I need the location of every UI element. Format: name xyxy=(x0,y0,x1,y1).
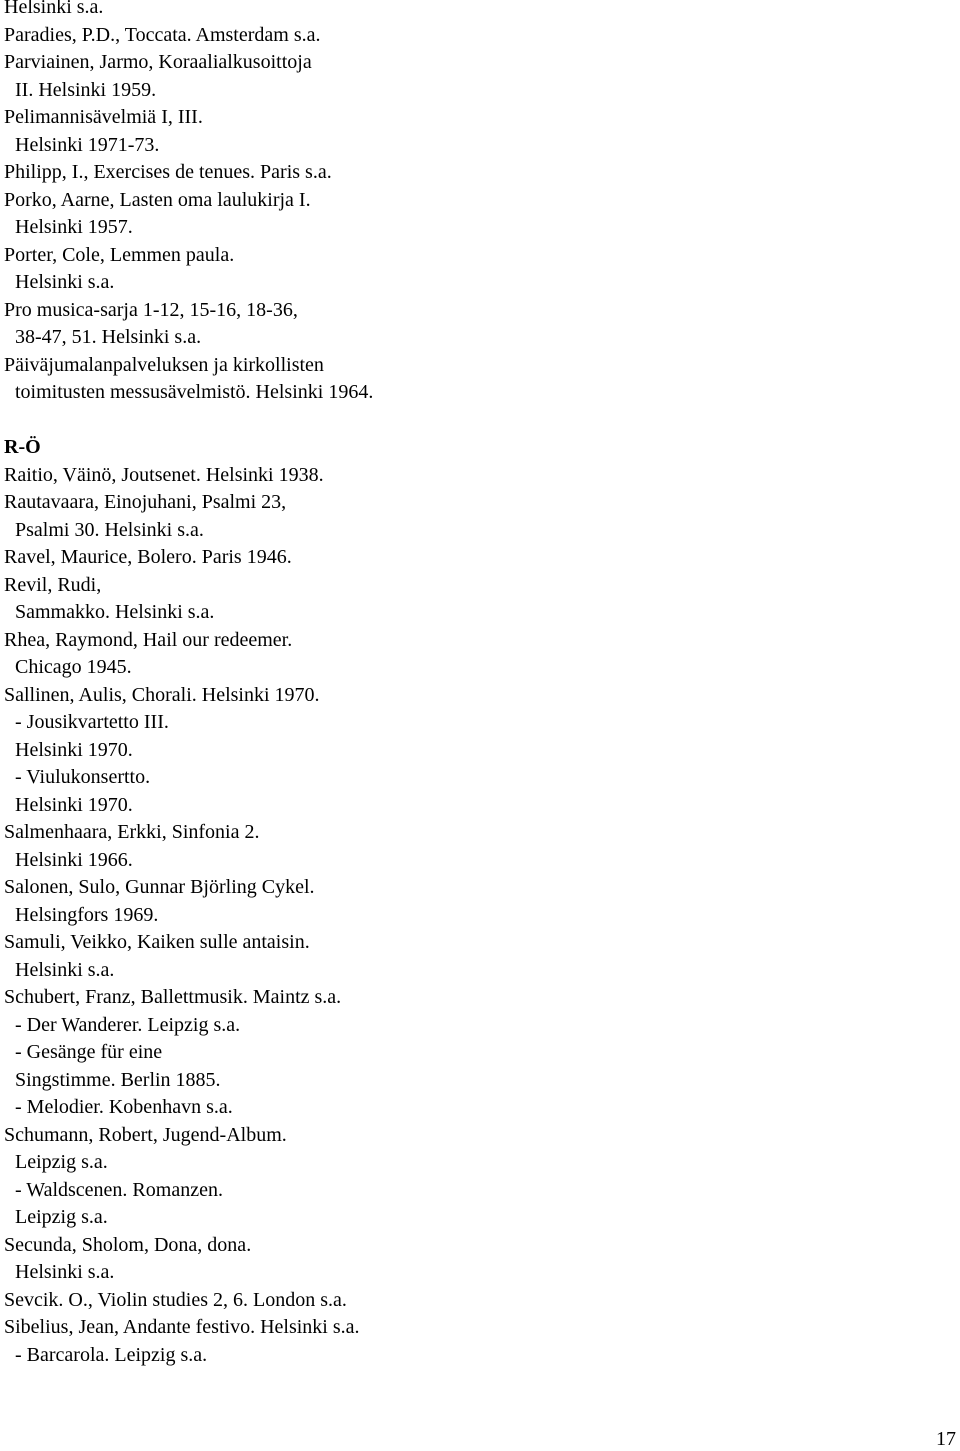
entry-line: Leipzig s.a. xyxy=(15,1151,108,1173)
bibliography-list xyxy=(4,0,904,1369)
entry-line: Secunda, Sholom, Dona, dona. xyxy=(4,1233,252,1256)
entry-line: Helsinki s.a. xyxy=(15,958,115,981)
entry-line: Helsinki s.a. xyxy=(15,271,115,293)
entry-line: Helsingfors 1969. xyxy=(15,903,159,926)
entry-line: Pelimannisävelmiä I, III. xyxy=(4,106,203,128)
page-number: 17 xyxy=(936,1428,956,1450)
entry-line: Sibelius, Jean, Andante festivo. Helsinki s.a. xyxy=(4,1316,360,1338)
entry-line: Paradies, P.D., Toccata. Amsterdam s.a. xyxy=(4,23,321,46)
entry-line: - Der Wanderer. Leipzig s.a. xyxy=(15,1013,241,1036)
entry-line: II. Helsinki 1959. xyxy=(15,78,157,101)
entry-line: Sevcik. O., Violin studies 2, 6. London s.a. xyxy=(4,1288,347,1311)
entry-line: Helsinki 1957. xyxy=(15,216,133,238)
entry-line: Porter, Cole, Lemmen paula. xyxy=(4,243,235,266)
entry-line: Samuli, Veikko, Kaiken sulle antaisin. xyxy=(4,931,310,953)
entry-line: Helsinki 1971-73. xyxy=(15,133,160,156)
entry-line: Salonen, Sulo, Gunnar Björling Cykel. xyxy=(4,876,315,898)
entry-line: Rhea, Raymond, Hail our redeemer. xyxy=(4,628,293,651)
section-heading: R-Ö xyxy=(4,436,41,458)
entry-line: Helsinki 1970. xyxy=(15,738,133,761)
entry-line: - Gesänge für eine xyxy=(15,1041,163,1063)
entry-line: - Jousikvartetto III. xyxy=(15,711,169,733)
entry-line: Pro musica-sarja 1-12, 15-16, 18-36, xyxy=(4,298,298,321)
entry-line: Helsinki s.a. xyxy=(15,1261,115,1283)
entry-line: toimitusten messusävelmistö. Helsinki 1964. xyxy=(15,381,374,403)
entry-line: Helsinki 1970. xyxy=(15,793,133,816)
blank-line xyxy=(4,407,904,435)
entry-line: - Waldscenen. Romanzen. xyxy=(15,1178,223,1201)
entry-line: Parviainen, Jarmo, Koraalialkusoittoja xyxy=(4,51,312,73)
entry-line: - Viulukonsertto. xyxy=(15,766,151,788)
entry-line: Rautavaara, Einojuhani, Psalmi 23, xyxy=(4,491,287,513)
entry-line: Porko, Aarne, Lasten oma laulukirja I. xyxy=(4,188,311,211)
entry-line: Singstimme. Berlin 1885. xyxy=(15,1068,221,1091)
entry-line: Salmenhaara, Erkki, Sinfonia 2. xyxy=(4,821,260,843)
entry-line: Helsinki s.a. xyxy=(4,0,104,18)
entry-line: Päiväjumalanpalveluksen ja kirkollisten xyxy=(4,353,324,376)
entry-line: Schumann, Robert, Jugend-Album. xyxy=(4,1123,287,1146)
entry-line: Revil, Rudi, xyxy=(4,573,102,596)
entry-line: Chicago 1945. xyxy=(15,656,132,678)
entry-line: - Melodier. Kobenhavn s.a. xyxy=(15,1096,233,1118)
entry-line: Philipp, I., Exercises de tenues. Paris s.a. xyxy=(4,161,332,183)
entry-line: Raitio, Väinö, Joutsenet. Helsinki 1938. xyxy=(4,463,324,486)
entry-line: Helsinki 1966. xyxy=(15,848,133,871)
entry-line: Ravel, Maurice, Bolero. Paris 1946. xyxy=(4,546,292,568)
entry-line: Sammakko. Helsinki s.a. xyxy=(15,601,215,623)
entry-line: 38-47, 51. Helsinki s.a. xyxy=(15,326,202,348)
entry-line: Sallinen, Aulis, Chorali. Helsinki 1970. xyxy=(4,683,320,706)
entry-line: Leipzig s.a. xyxy=(15,1206,108,1228)
entry-line: - Barcarola. Leipzig s.a. xyxy=(15,1343,208,1366)
entry-line: Schubert, Franz, Ballettmusik. Maintz s.a. xyxy=(4,986,342,1008)
entry-line: Psalmi 30. Helsinki s.a. xyxy=(15,518,204,541)
